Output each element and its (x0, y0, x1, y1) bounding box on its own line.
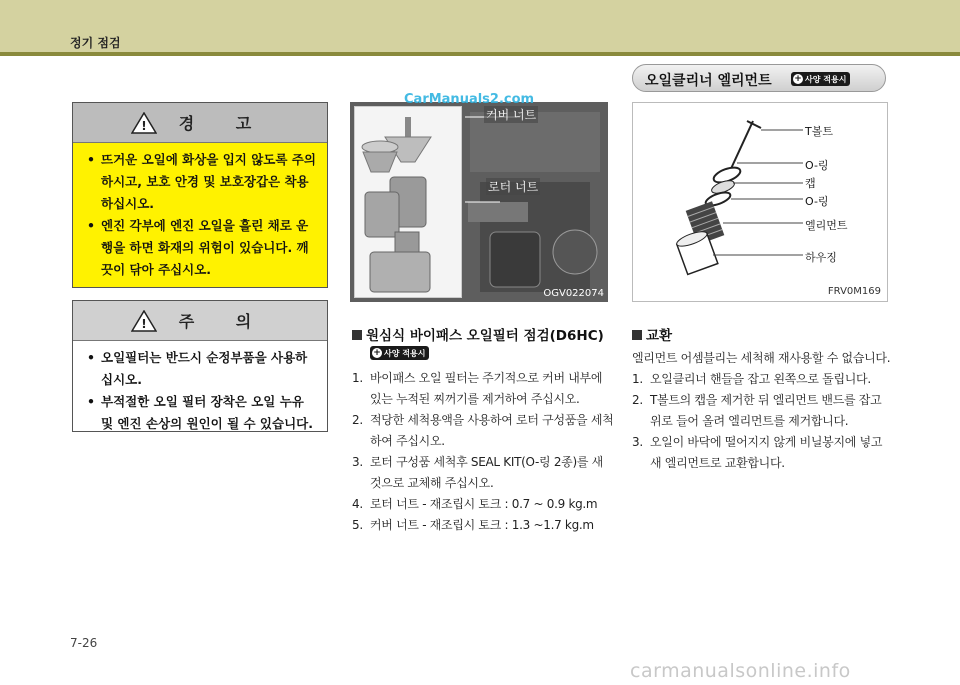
centrifugal-title: 원심식 바이패스 오일필터 점검(D6HC) (366, 328, 604, 344)
centrifugal-steps (352, 368, 614, 536)
warning-list (73, 143, 327, 281)
section-header-pill (632, 64, 886, 92)
warning-triangle-icon (131, 112, 157, 134)
header-rule (0, 52, 960, 56)
svg-text:!: ! (141, 316, 147, 331)
warning-box (72, 102, 328, 288)
step-item: 3. 오일이 바닥에 떨어지지 않게 비닐봉지에 넣고 새 엘리먼트로 교환합니다. (632, 435, 883, 470)
caution-item: • 오일필터는 반드시 순정부품을 사용하십시오. (87, 347, 317, 391)
spec-badge-label: 사양 적용시 (384, 348, 426, 358)
warning-item: • 뜨거운 오일에 화상을 입지 않도록 주의하시고, 보호 안경 및 보호장갑은 착용하십시오. (87, 149, 317, 215)
warning-title: 경 고 (178, 114, 270, 133)
spec-badge (370, 346, 429, 360)
watermark-text: CarManuals2.com (404, 92, 535, 107)
caution-box (72, 300, 328, 432)
warning-header (73, 103, 327, 143)
rotor-exploded-icon (355, 107, 461, 297)
step-item: 2. T볼트의 캡을 제거한 뒤 엘리먼트 밴드를 잡고 위로 들어 올려 엘리먼트를 제거합니다. (632, 393, 882, 428)
plus-icon: + (794, 74, 802, 84)
diagram-code: FRV0M169 (827, 286, 881, 297)
centrifugal-heading (352, 324, 604, 344)
header-band (0, 0, 960, 52)
label-cap: 캡 (805, 177, 816, 190)
step-item: 5. 커버 너트 - 재조립시 토크 : 1.3 ~1.7 kg.m (352, 518, 594, 532)
square-bullet-icon (632, 330, 642, 340)
caution-item: • 부적절한 오일 필터 장착은 오일 누유 및 엔진 손상의 원인이 될 수 있습니다. (87, 391, 317, 435)
step-item: 3. 로터 구성품 세척후 SEAL KIT(O-링 2종)를 새것으로 교체해 주십시오. (352, 455, 603, 490)
step-item: 2. 적당한 세척용액을 사용하여 로터 구성품을 세척하여 주십시오. (352, 413, 614, 448)
label-rotor-nut: 로터 너트 (488, 180, 539, 194)
label-t-bolt: T볼트 (805, 125, 833, 138)
rotor-parts-inset (354, 106, 462, 298)
page-number: 7-26 (70, 636, 98, 650)
label-o-ring: O-링 (805, 195, 829, 208)
site-watermark: carmanualsonline.info (630, 660, 851, 682)
svg-text:!: ! (141, 118, 147, 133)
engine-photo (350, 102, 608, 302)
oil-cleaner-exploded-icon (633, 103, 889, 303)
step-item: 4. 로터 너트 - 재조립시 토크 : 0.7 ~ 0.9 kg.m (352, 497, 598, 511)
caution-triangle-icon (131, 310, 157, 332)
caution-list (73, 341, 327, 435)
square-bullet-icon (352, 330, 362, 340)
label-cover-nut: 커버 너트 (486, 108, 537, 122)
label-o-ring: O-링 (805, 159, 829, 172)
label-housing: 하우징 (805, 251, 837, 264)
caution-title: 주 의 (178, 312, 270, 331)
step-item: 1. 바이패스 오일 필터는 주기적으로 커버 내부에 있는 누적된 찌꺼기를 제거하여 주십시오. (352, 371, 603, 406)
plus-icon: + (373, 348, 381, 358)
spec-badge (791, 72, 850, 86)
replace-title: 교환 (646, 328, 673, 344)
caution-header (73, 301, 327, 341)
replace-heading (632, 324, 672, 344)
warning-item: • 엔진 각부에 엔진 오일을 흘린 채로 운행을 하면 화재의 위험이 있습니다. 깨끗이 닦아 주십시오. (87, 215, 317, 281)
replace-intro: 엘리먼트 어셈블리는 세척해 재사용할 수 없습니다. (632, 351, 891, 365)
spec-badge-label: 사양 적용시 (805, 74, 847, 84)
photo-code: OGV022074 (543, 288, 604, 299)
chapter-title: 정기 점검 (70, 36, 121, 50)
oil-cleaner-diagram (632, 102, 888, 302)
replace-steps (632, 369, 894, 474)
label-element: 엘리먼트 (805, 219, 848, 232)
step-item: 1. 오일클리너 핸들을 잡고 왼쪽으로 돌립니다. (632, 372, 871, 386)
section-title: 오일클리너 엘리먼트 (645, 73, 772, 89)
